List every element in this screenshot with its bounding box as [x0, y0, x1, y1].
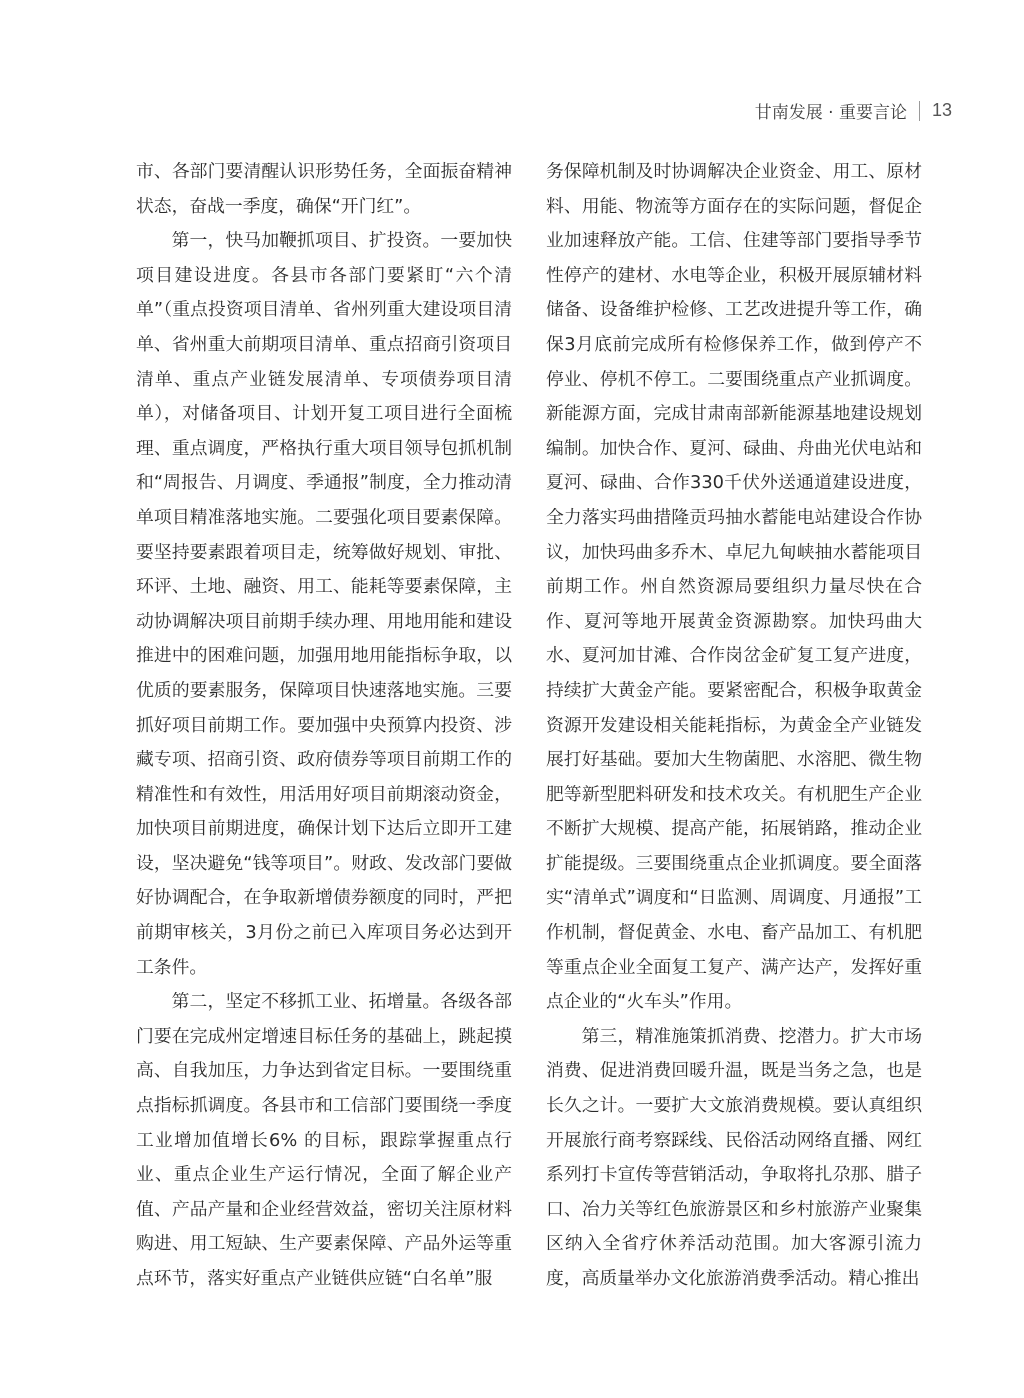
- paragraph-second-section: 第二，坚定不移抓工业、拓增量。各级各部门要在完成州定增速目标任务的基础上，跳起摸高、自我加压，力争达到省定目标。一要围绕重点指标抓调度。各县市和工信部门要围绕一季度工业增加值增长6% 的目标，跟踪掌握重点行业、重点企业生产运行情况，全面了解企业产值、产品产量和企业经营效益，密切关注原材料购进、用工短缺、生产要素保障、产品外运等重点环节，落实好重点产业链供应链“白名单”服: [136, 991, 512, 1289]
- paragraph-continued: 市、各部门要清醒认识形势任务，全面振奋精神状态，奋战一季度，确保“开门红”。: [136, 161, 512, 217]
- running-header: [755, 98, 952, 123]
- paragraph-third-section: 第三，精准施策抓消费、挖潜力。扩大市场消费、促进消费回暖升温，既是当务之急，也是长久之计。一要扩大文旅消费规模。要认真组织开展旅行商考察踩线、民俗活动网络直播、网红系列打卡宣传等营销活动，争取将扎尕那、腊子口、冶力关等红色旅游景区和乡村旅游产业聚集区纳入全省疗休养活动范围。加大客源引流力度，高质量举办文化旅游消费季活动。精心推出: [546, 1025, 922, 1289]
- page-number: 13: [931, 100, 952, 120]
- header-divider: [919, 101, 920, 121]
- section-title: 甘南发展 · 重要言论: [754, 103, 907, 123]
- left-column: [136, 155, 512, 1297]
- paragraph-first-section: 第一，快马加鞭抓项目、扩投资。一要加快项目建设进度。各县市各部门要紧盯“六个清单”（重点投资项目清单、省州列重大建设项目清单、省州重大前期项目清单、重点招商引资项目清单、重点产业链发展清单、专项债券项目清单），对储备项目、计划开复工项目进行全面梳理、重点调度，严格执行重大项目领导包抓机制和“周报告、月调度、季通报”制度，全力推动清单项目精准落地实施。二要强化项目要素保障。要坚持要素跟着项目走，统筹做好规划、审批、环评、土地、融资、用工、能耗等要素保障，主动协调解决项目前期手续办理、用地用能和建设推进中的困难问题，加强用地用能指标争取，以优质的要素服务，保障项目快速落地实施。三要抓好项目前期工作。要加强中央预算内投资、涉藏专项、招商引资、政府债券等项目前期工作的精准性和有效性，用活用好项目前期滚动资金，加快项目前期进度，确保计划下达后立即开工建设，坚决避免“钱等项目”。财政、发改部门要做好协调配合，在争取新增债券额度的同时，严把前期审核关，3月份之前已入库项目务必达到开工条件。: [136, 230, 512, 978]
- paragraph-continued: 务保障机制及时协调解决企业资金、用工、原材料、用能、物流等方面存在的实际问题，督促企业加速释放产能。工信、住建等部门要指导季节性停产的建材、水电等企业，积极开展原辅材料储备、设备维护检修、工艺改进提升等工作，确保3月底前完成所有检修保养工作，做到停产不停业、停机不停工。二要围绕重点产业抓调度。新能源方面，完成甘肃南部新能源基地建设规划编制。加快合作、夏河、碌曲、舟曲光伏电站和夏河、碌曲、合作330千伏外送通道建设进度，全力落实玛曲措隆贡玛抽水蓄能电站建设合作协议，加快玛曲多乔木、卓尼九甸峡抽水蓄能项目前期工作。州自然资源局要组织力量尽快在合作、夏河等地开展黄金资源勘察。加快玛曲大水、夏河加甘滩、合作岗岔金矿复工复产进度，持续扩大黄金产能。要紧密配合，积极争取黄金资源开发建设相关能耗指标，为黄金全产业链发展打好基础。要加大生物菌肥、水溶肥、微生物肥等新型肥料研发和技术攻关。有机肥生产企业不断扩大规模、提高产能，拓展销路，推动企业扩能提级。三要围绕重点企业抓调度。要全面落实“清单式”调度和“日监测、周调度、月通报”工作机制，督促黄金、水电、畜产品加工、有机肥等重点企业全面复工复产、满产达产，发挥好重点企业的“火车头”作用。: [546, 161, 922, 1013]
- right-column: [546, 155, 922, 1297]
